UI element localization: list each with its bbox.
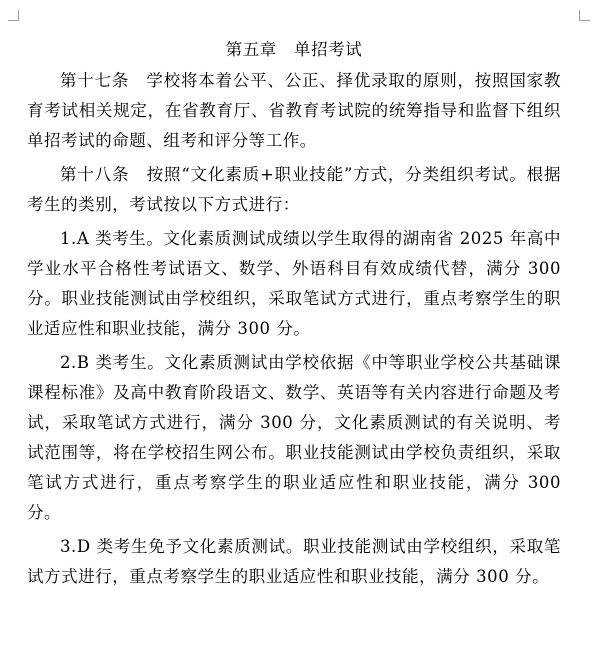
category-b-paragraph: 2.B 类考生。文化素质测试由学校依据《中等职业学校公共基础课课程标准》及高中教育阶段语文、数学、英语等有关内容进行命题及考试，采取笔试方式进行，满分 300 分，文化素质测试的有关说明、考试范围等，将在学校招生网公布。职业技能测试由学校负责组织，采取笔试方式进行，重点考察学生的职业适应性和职业技能，满分 300 分。 — [27, 353, 561, 522]
document-body — [27, 36, 561, 592]
margin-corner-mark-top-left — [8, 10, 19, 21]
chapter-title: 第五章 单招考试 — [225, 40, 363, 59]
article-17-paragraph: 第十七条 学校将本着公平、公正、择优录取的原则，按照国家教育考试相关规定，在省教育厅、省教育考试院的统筹指导和监督下组织单招考试的命题、组考和评分等工作。 — [27, 71, 561, 150]
category-d-paragraph: 3.D 类考生免予文化素质测试。职业技能测试由学校组织，采取笔试方式进行，重点考察学生的职业适应性和职业技能，满分 300 分。 — [27, 537, 561, 586]
margin-corner-mark-top-right — [579, 10, 590, 21]
article-18-paragraph: 第十八条 按照“文化素质+职业技能”方式，分类组织考试。根据考生的类别，考试按以下方式进行： — [27, 165, 561, 214]
category-a-paragraph: 1.A 类考生。文化素质测试成绩以学生取得的湖南省 2025 年高中学业水平合格性考试语文、数学、外语科目有效成绩代替，满分 300 分。职业技能测试由学校组织，采取笔试方式进行，重点考察学生的职业适应性和职业技能，满分 300 分。 — [27, 229, 561, 338]
